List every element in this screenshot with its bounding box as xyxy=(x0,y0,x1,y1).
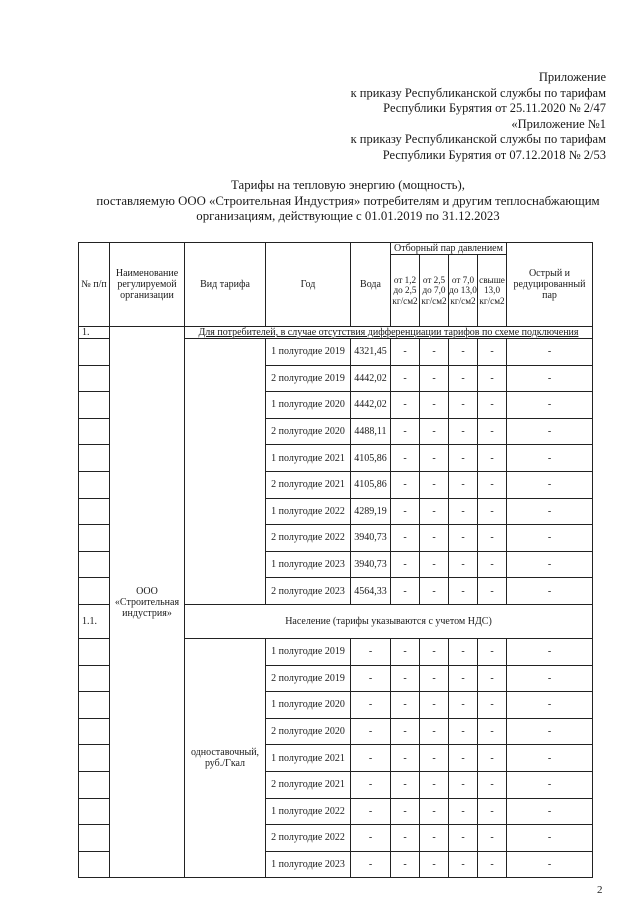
steam-cell: - xyxy=(478,851,507,878)
steam-cell: - xyxy=(449,418,478,445)
period-cell: 1 полугодие 2020 xyxy=(266,692,351,719)
steam-cell: - xyxy=(478,418,507,445)
steam-cell: - xyxy=(420,498,449,525)
steam-cell: - xyxy=(391,825,420,852)
water-cell: 4442,02 xyxy=(351,392,391,419)
period-cell: 2 полугодие 2021 xyxy=(266,771,351,798)
steam-cell: - xyxy=(449,365,478,392)
steam-cell: - xyxy=(449,445,478,472)
water-cell: 4105,86 xyxy=(351,471,391,498)
row-number-cell xyxy=(79,418,110,445)
water-cell: - xyxy=(351,851,391,878)
steam-cell: - xyxy=(478,718,507,745)
steam-cell: - xyxy=(420,745,449,772)
row-number-cell xyxy=(79,445,110,472)
header-num: № п/п xyxy=(79,243,110,327)
row-number-cell xyxy=(79,851,110,878)
steam-cell: - xyxy=(391,851,420,878)
period-cell: 1 полугодие 2021 xyxy=(266,445,351,472)
header-line: Приложение xyxy=(538,70,606,84)
section-title: Для потребителей, в случае отсутствия дифференциации тарифов по схеме подключения xyxy=(185,327,593,339)
title-line: поставляемую ООО «Строительная Индустрия» потребителям и другим теплоснабжающим xyxy=(96,193,600,208)
sharp-steam-cell: - xyxy=(507,392,593,419)
steam-cell: - xyxy=(391,578,420,605)
section-title: Население (тарифы указываются с учетом НДС) xyxy=(185,604,593,638)
steam-cell: - xyxy=(449,551,478,578)
row-number-cell xyxy=(79,578,110,605)
sharp-steam-cell: - xyxy=(507,551,593,578)
steam-cell: - xyxy=(478,498,507,525)
sharp-steam-cell: - xyxy=(507,365,593,392)
header-year: Год xyxy=(266,243,351,327)
sharp-steam-cell: - xyxy=(507,718,593,745)
row-number-cell xyxy=(79,745,110,772)
steam-cell: - xyxy=(478,665,507,692)
steam-cell: - xyxy=(478,471,507,498)
water-cell: - xyxy=(351,638,391,665)
steam-cell: - xyxy=(449,665,478,692)
sharp-steam-cell: - xyxy=(507,771,593,798)
row-number-cell xyxy=(79,392,110,419)
steam-cell: - xyxy=(478,578,507,605)
steam-cell: - xyxy=(391,471,420,498)
sharp-steam-cell: - xyxy=(507,825,593,852)
section-row xyxy=(79,327,593,339)
steam-cell: - xyxy=(420,692,449,719)
steam-cell: - xyxy=(391,798,420,825)
steam-cell: - xyxy=(478,825,507,852)
steam-cell: - xyxy=(449,798,478,825)
row-number-cell xyxy=(79,718,110,745)
steam-cell: - xyxy=(391,771,420,798)
row-number-cell xyxy=(79,665,110,692)
section-number: 1.1. xyxy=(79,604,110,638)
section-number: 1. xyxy=(79,327,110,339)
steam-cell: - xyxy=(420,851,449,878)
steam-cell: - xyxy=(391,445,420,472)
water-cell: 4289,19 xyxy=(351,498,391,525)
period-cell: 1 полугодие 2020 xyxy=(266,392,351,419)
water-cell: 4105,86 xyxy=(351,445,391,472)
period-cell: 2 полугодие 2019 xyxy=(266,665,351,692)
steam-cell: - xyxy=(420,471,449,498)
period-cell: 2 полугодие 2022 xyxy=(266,525,351,552)
water-cell: - xyxy=(351,745,391,772)
header-steam-col: от 2,5 до 7,0 кг/см2 xyxy=(420,255,449,327)
header-line: Республики Бурятия от 25.11.2020 № 2/47 xyxy=(383,101,606,116)
steam-cell: - xyxy=(449,718,478,745)
period-cell: 1 полугодие 2023 xyxy=(266,551,351,578)
steam-cell: - xyxy=(420,392,449,419)
water-cell: - xyxy=(351,771,391,798)
steam-cell: - xyxy=(391,418,420,445)
water-cell: 4442,02 xyxy=(351,365,391,392)
steam-cell: - xyxy=(449,525,478,552)
header-steam-col: от 7,0 до 13,0 кг/см2 xyxy=(449,255,478,327)
steam-cell: - xyxy=(420,665,449,692)
steam-cell: - xyxy=(420,551,449,578)
steam-cell: - xyxy=(449,851,478,878)
period-cell: 2 полугодие 2019 xyxy=(266,365,351,392)
water-cell: 3940,73 xyxy=(351,525,391,552)
period-cell: 2 полугодие 2022 xyxy=(266,825,351,852)
sharp-steam-cell: - xyxy=(507,851,593,878)
steam-cell: - xyxy=(391,365,420,392)
steam-cell: - xyxy=(478,798,507,825)
row-number-cell xyxy=(79,771,110,798)
header-sharp-steam: Острый и редуцированный пар xyxy=(507,243,593,327)
steam-cell: - xyxy=(420,418,449,445)
water-cell: 4321,45 xyxy=(351,339,391,366)
header-line: к приказу Республиканской службы по тарифам xyxy=(350,85,606,100)
sharp-steam-cell: - xyxy=(507,525,593,552)
tariff-type: одноставочный, руб./Гкал xyxy=(185,638,266,877)
org-name: ООО «Строительная индустрия» xyxy=(110,327,185,878)
steam-cell: - xyxy=(478,551,507,578)
sharp-steam-cell: - xyxy=(507,692,593,719)
sharp-steam-cell: - xyxy=(507,418,593,445)
steam-cell: - xyxy=(449,471,478,498)
period-cell: 1 полугодие 2022 xyxy=(266,798,351,825)
header-line: Республики Бурятия от 07.12.2018 № 2/53 xyxy=(382,147,606,162)
steam-cell: - xyxy=(449,392,478,419)
steam-cell: - xyxy=(420,578,449,605)
row-number-cell xyxy=(79,798,110,825)
water-cell: 4488,11 xyxy=(351,418,391,445)
header-org: Наименование регулируемой организации xyxy=(110,243,185,327)
row-number-cell xyxy=(79,498,110,525)
sharp-steam-cell: - xyxy=(507,798,593,825)
sharp-steam-cell: - xyxy=(507,339,593,366)
header-tariff: Вид тарифа xyxy=(185,243,266,327)
row-number-cell xyxy=(79,525,110,552)
header-steam-group: Отборный пар давлением xyxy=(391,243,507,255)
steam-cell: - xyxy=(420,718,449,745)
period-cell: 2 полугодие 2021 xyxy=(266,471,351,498)
steam-cell: - xyxy=(391,718,420,745)
period-cell: 2 полугодие 2020 xyxy=(266,718,351,745)
row-number-cell xyxy=(79,692,110,719)
steam-cell: - xyxy=(420,825,449,852)
steam-cell: - xyxy=(391,498,420,525)
steam-cell: - xyxy=(420,525,449,552)
title-line: организациям, действующие с 01.01.2019 по 31.12.2023 xyxy=(196,209,500,223)
steam-cell: - xyxy=(391,339,420,366)
water-cell: - xyxy=(351,665,391,692)
steam-cell: - xyxy=(478,445,507,472)
steam-cell: - xyxy=(391,638,420,665)
steam-cell: - xyxy=(478,638,507,665)
period-cell: 1 полугодие 2019 xyxy=(266,339,351,366)
page-number: 2 xyxy=(597,884,603,896)
steam-cell: - xyxy=(449,745,478,772)
steam-cell: - xyxy=(420,771,449,798)
steam-cell: - xyxy=(420,365,449,392)
steam-cell: - xyxy=(478,745,507,772)
steam-cell: - xyxy=(449,692,478,719)
steam-cell: - xyxy=(391,692,420,719)
tariff-type xyxy=(185,339,266,605)
steam-cell: - xyxy=(449,638,478,665)
steam-cell: - xyxy=(391,551,420,578)
period-cell: 1 полугодие 2021 xyxy=(266,745,351,772)
sharp-steam-cell: - xyxy=(507,445,593,472)
steam-cell: - xyxy=(478,339,507,366)
steam-cell: - xyxy=(391,745,420,772)
row-number-cell xyxy=(79,471,110,498)
steam-cell: - xyxy=(420,798,449,825)
document-title xyxy=(78,178,618,225)
period-cell: 2 полугодие 2020 xyxy=(266,418,351,445)
sharp-steam-cell: - xyxy=(507,638,593,665)
steam-cell: - xyxy=(391,665,420,692)
header-line: «Приложение №1 xyxy=(511,116,606,131)
header-line: к приказу Республиканской службы по тарифам xyxy=(350,132,606,147)
water-cell: 4564,33 xyxy=(351,578,391,605)
sharp-steam-cell: - xyxy=(507,471,593,498)
sharp-steam-cell: - xyxy=(507,745,593,772)
sharp-steam-cell: - xyxy=(507,578,593,605)
steam-cell: - xyxy=(449,578,478,605)
header-steam-col: от 1,2 до 2,5 кг/см2 xyxy=(391,255,420,327)
water-cell: - xyxy=(351,718,391,745)
steam-cell: - xyxy=(478,392,507,419)
period-cell: 1 полугодие 2022 xyxy=(266,498,351,525)
period-cell: 2 полугодие 2023 xyxy=(266,578,351,605)
steam-cell: - xyxy=(391,392,420,419)
period-cell: 1 полугодие 2019 xyxy=(266,638,351,665)
steam-cell: - xyxy=(391,525,420,552)
steam-cell: - xyxy=(478,365,507,392)
period-cell: 1 полугодие 2023 xyxy=(266,851,351,878)
sharp-steam-cell: - xyxy=(507,665,593,692)
row-number-cell xyxy=(79,551,110,578)
steam-cell: - xyxy=(420,445,449,472)
steam-cell: - xyxy=(478,771,507,798)
water-cell: - xyxy=(351,825,391,852)
steam-cell: - xyxy=(478,692,507,719)
row-number-cell xyxy=(79,339,110,366)
water-cell: - xyxy=(351,692,391,719)
row-number-cell xyxy=(79,365,110,392)
header-water: Вода xyxy=(351,243,391,327)
title-line: Тарифы на тепловую энергию (мощность), xyxy=(231,178,465,192)
tariff-table xyxy=(78,242,593,878)
steam-cell: - xyxy=(420,638,449,665)
steam-cell: - xyxy=(449,498,478,525)
sharp-steam-cell: - xyxy=(507,498,593,525)
steam-cell: - xyxy=(478,525,507,552)
water-cell: - xyxy=(351,798,391,825)
row-number-cell xyxy=(79,825,110,852)
water-cell: 3940,73 xyxy=(351,551,391,578)
document-header xyxy=(351,70,606,164)
steam-cell: - xyxy=(449,825,478,852)
header-steam-col: свыше 13,0 кг/см2 xyxy=(478,255,507,327)
row-number-cell xyxy=(79,638,110,665)
steam-cell: - xyxy=(449,339,478,366)
steam-cell: - xyxy=(449,771,478,798)
table-body xyxy=(79,327,593,878)
steam-cell: - xyxy=(420,339,449,366)
